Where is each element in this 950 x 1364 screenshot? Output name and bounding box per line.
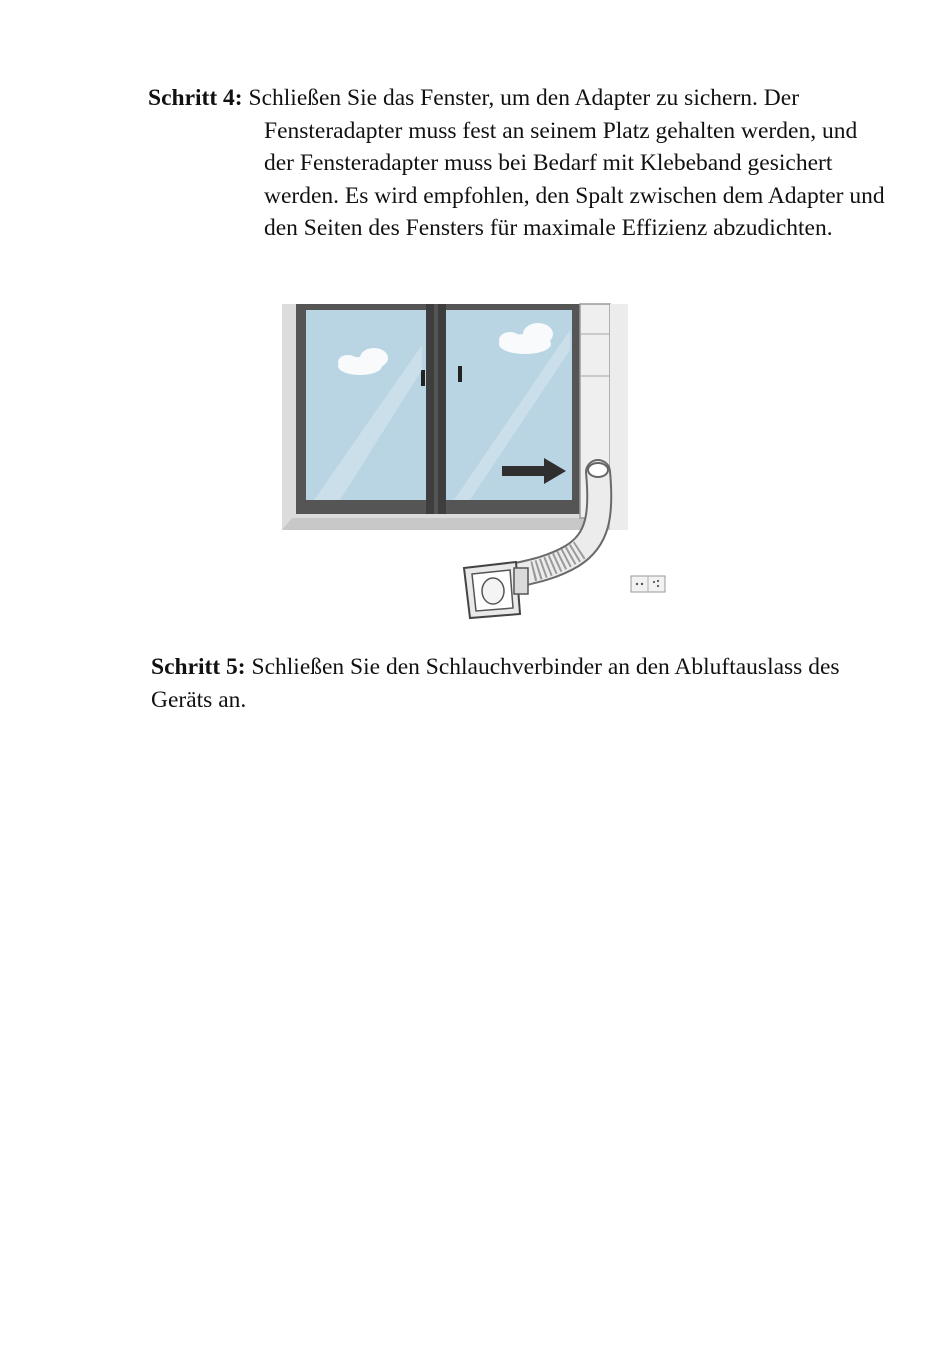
window-handle-right bbox=[458, 366, 462, 382]
wall-edge bbox=[610, 304, 628, 530]
window-icon bbox=[296, 304, 580, 514]
step-5-label: Schritt 5: bbox=[151, 654, 246, 680]
step-4-body: Fensteradapter muss fest an seinem Platz gehalten werden, und der Fensteradapter muss bei Bedarf mit Klebeband gesichert werden. Es wird empfohlen, den Spalt zwischen dem Adapter und den Seiten des Fensters für maximale Effizienz abzudichten. bbox=[264, 117, 885, 241]
power-socket-icon bbox=[631, 576, 665, 592]
step-4-label: Schritt 4: bbox=[148, 85, 243, 111]
window-handle-left bbox=[421, 370, 425, 386]
window-stile-left bbox=[426, 304, 434, 514]
window-stile-right bbox=[438, 304, 446, 514]
window-sill bbox=[282, 518, 628, 530]
step-4-first-line-text: Schließen Sie das Fenster, um den Adapter zu sichern. Der bbox=[242, 85, 800, 111]
step-4-paragraph bbox=[148, 82, 888, 245]
step-5-paragraph bbox=[151, 651, 891, 716]
window-adapter-illustration bbox=[280, 300, 680, 625]
left-glass-pane bbox=[306, 310, 426, 500]
step-5-text: Schließen Sie den Schlauchverbinder an den Abluftauslass des Geräts an. bbox=[151, 654, 840, 713]
step-4-first-line bbox=[148, 82, 888, 115]
hose-connector-icon bbox=[464, 562, 528, 618]
